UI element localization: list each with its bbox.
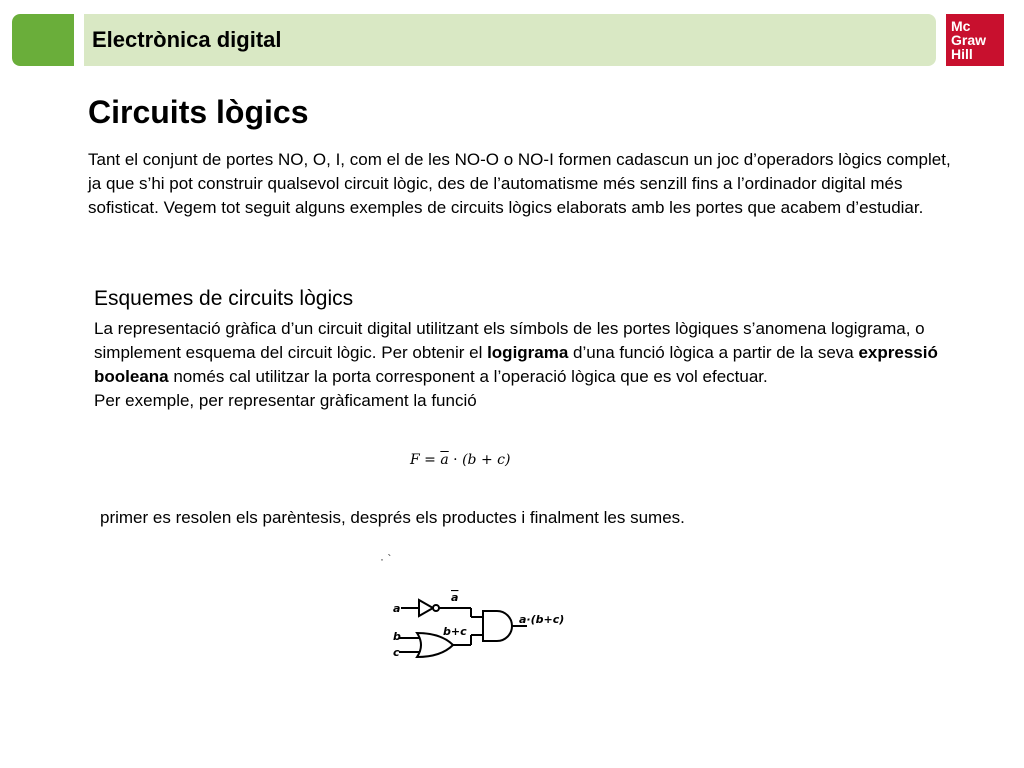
boolean-formula [410,452,510,468]
not-bubble [433,605,439,611]
label-input-b: b [393,630,401,643]
formula-a-negated: $\overline{a}$ [440,452,449,468]
logo-line: Mc [951,18,971,34]
label-or-output: b+c [443,625,467,638]
section-body [94,317,974,413]
label-output: a·(b+c) [519,613,565,626]
page-title: Circuits lògics [88,94,309,130]
order-note: primer es resolen els parèntesis, després els productes i finalment les sumes. [100,508,685,527]
section-text: La representació gràfica d’un circuit digital utilitzant els símbols de les portes lògiques s’anomena logigrama, o simplement esquema del circuit lògic. Per obtenir el [94,319,925,362]
label-input-c: c [393,646,400,659]
formula-parenthesis: (b + c) [462,452,511,468]
logic-diagram [385,585,575,670]
section-bold-term: logigrama [487,343,569,362]
section-bold-term: expressió booleana [94,343,938,386]
section-text: d’una funció lògica a partir de la seva [568,343,859,362]
logo-line: Hill [951,46,973,62]
formula-dot: · [453,452,458,468]
label-not-output: a [451,591,459,604]
header-bar [12,14,936,66]
header-accent [12,14,74,66]
publisher-logo [946,14,1004,66]
formula-lhs: F [410,452,420,468]
label-input-a: a [393,602,401,615]
and-gate [483,611,512,641]
stray-marks: · ` [380,552,392,566]
intro-paragraph: Tant el conjunt de portes NO, O, I, com el de les NO-O o NO-I formen cadascun un joc d’operadors lògics complet, ja que s’hi pot construir qualsevol circuit lògic, des de l’automatisme més senzill fins a l’ordinador digital més sofisticat. Vegem tot seguit alguns exemples de circuits lògics elaborats amb les portes que acabem d’estudiar. [88,150,951,217]
section-example: Per exemple, per representar gràficament la funció [94,391,477,410]
section-text: només cal utilitzar la porta corresponent a l’operació lògica que es vol efectuar. [168,367,768,386]
section-title: Esquemes de circuits lògics [94,287,354,310]
formula-equals: = [424,452,436,468]
header-separator [74,14,84,66]
not-gate [419,600,433,616]
logo-line: Graw [951,32,987,48]
header-title: Electrònica digital [92,27,282,52]
